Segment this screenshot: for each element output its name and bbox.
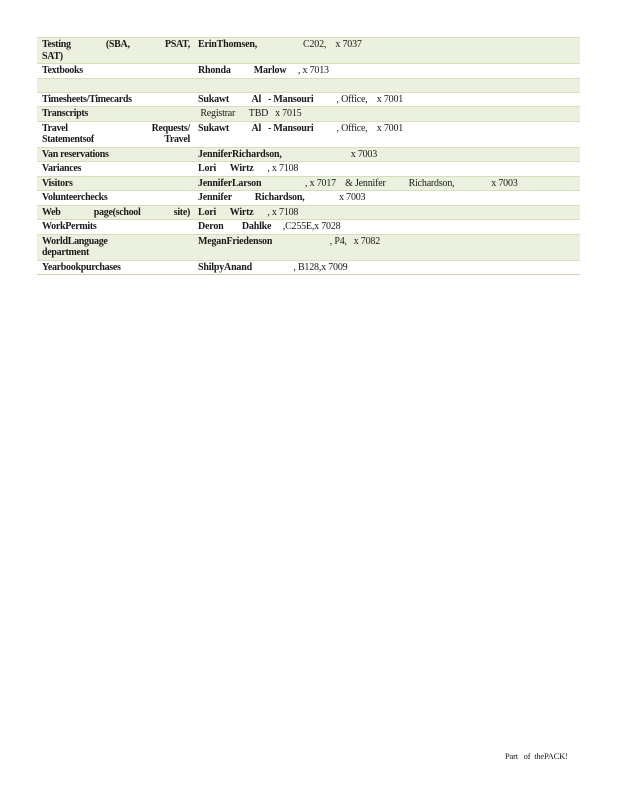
table-row bbox=[37, 106, 580, 121]
topic-cell: WorkPermits bbox=[42, 221, 97, 232]
topic-cell: Variances bbox=[42, 163, 82, 174]
contact-cell: Registrar TBD x 7015 bbox=[200, 108, 302, 119]
contact-cell: Sukawt Al - Mansouri , Office, x 7001 bbox=[198, 122, 404, 134]
topic-cell: Transcripts bbox=[42, 108, 88, 119]
topic-cell: Visitors bbox=[42, 177, 73, 189]
table-row bbox=[37, 260, 580, 275]
table-row bbox=[37, 147, 580, 162]
topic-cell: Timesheets/Timecards bbox=[42, 93, 132, 105]
contact-cell: Lori Wirtz , x 7108 bbox=[198, 163, 299, 174]
topic-cell: Yearbookpurchases bbox=[42, 261, 121, 273]
table-row bbox=[37, 63, 580, 78]
contact-cell: Jennifer Richardson, x 7003 bbox=[198, 192, 366, 203]
contact-cell: Sukawt Al - Mansouri , Office, x 7001 bbox=[198, 93, 404, 105]
contact-cell: MeganFriedenson , P4, x 7082 bbox=[198, 235, 380, 247]
table-row bbox=[37, 219, 580, 234]
contact-cell: ErinThomsen, C202, x 7037 bbox=[198, 39, 362, 50]
contact-cell: JenniferLarson , x 7017 & Jennifer Richardson, x 7003 bbox=[198, 177, 518, 189]
contact-cell: ShilpyAnand , B128,x 7009 bbox=[198, 261, 348, 273]
table-row bbox=[37, 121, 580, 147]
contact-cell: Lori Wirtz , x 7108 bbox=[198, 206, 299, 218]
contact-cell: Rhonda Marlow , x 7013 bbox=[198, 65, 329, 76]
table-row bbox=[37, 190, 580, 205]
contact-cell: JenniferRichardson, x 7003 bbox=[198, 148, 378, 160]
table-row bbox=[37, 234, 580, 260]
topic-cell: Testing (SBA, PSAT, SAT) bbox=[42, 39, 190, 62]
topic-cell: Van reservations bbox=[42, 148, 109, 160]
table-row bbox=[37, 205, 580, 220]
table-row bbox=[37, 37, 580, 63]
page-footer: Part of thePACK! bbox=[505, 751, 568, 761]
topic-cell: Travel Requests/ Statementsof Travel bbox=[42, 122, 190, 145]
table-row bbox=[37, 78, 580, 92]
topic-cell: WorldLanguage department bbox=[42, 235, 108, 258]
topic-cell: Textbooks bbox=[42, 65, 83, 76]
table-row bbox=[37, 176, 580, 191]
contact-directory-table bbox=[37, 37, 580, 275]
table-row bbox=[37, 161, 580, 176]
topic-cell: Web page(school site) bbox=[42, 206, 190, 218]
topic-cell: Volunteerchecks bbox=[42, 192, 108, 203]
contact-cell: Deron Dahlke ,C255E,x 7028 bbox=[198, 221, 341, 232]
table-row bbox=[37, 92, 580, 107]
